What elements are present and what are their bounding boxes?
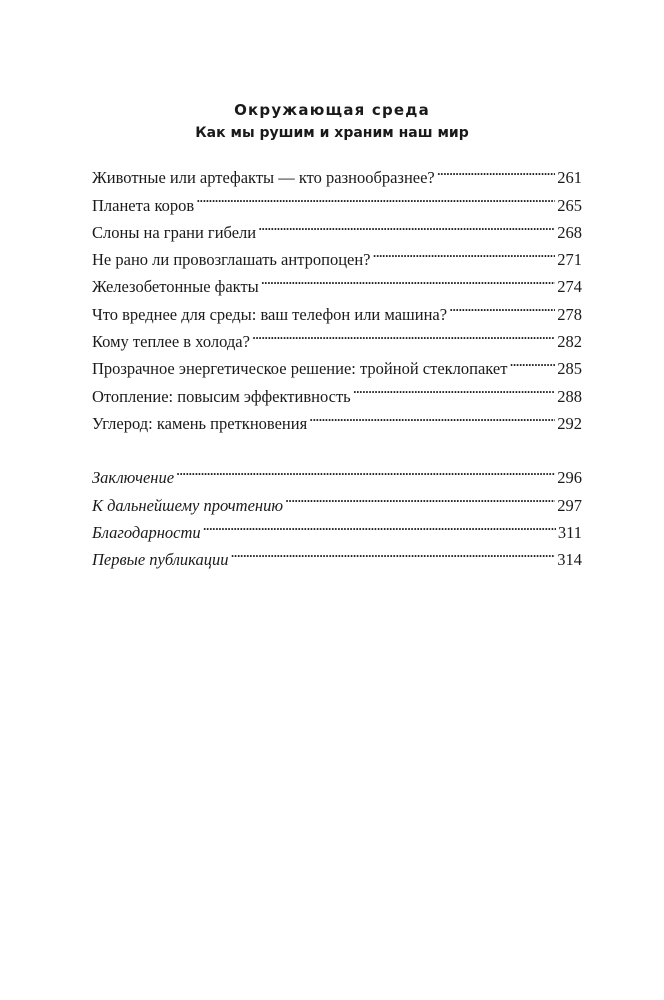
section-subtitle: Как мы рушим и храним наш мир [195, 125, 469, 141]
toc-entry-title: Заключение [92, 468, 175, 488]
leader-dots [176, 456, 555, 483]
leader-dots [196, 183, 555, 210]
leader-dots [353, 374, 556, 401]
toc-entry-title: Благодарности [92, 522, 201, 542]
leader-dots [509, 347, 555, 374]
leader-dots [285, 483, 555, 510]
toc-entry-title: Первые публикации [92, 550, 229, 570]
leader-dots [252, 320, 555, 347]
toc-entry[interactable] [92, 156, 582, 188]
toc-entry-page: 268 [557, 222, 582, 242]
toc-entry-page: 288 [557, 386, 582, 406]
leader-dots [231, 538, 556, 565]
toc-entry-title: Отопление: повысим эффективность [92, 386, 351, 406]
leader-dots [261, 265, 556, 292]
toc-entry-page: 285 [557, 359, 582, 379]
toc-entry-title: Не рано ли провозглашать антропоцен? [92, 250, 371, 270]
toc-entry-page: 292 [557, 413, 582, 433]
toc-backmatter-list [92, 456, 582, 570]
leader-dots [449, 292, 555, 319]
toc-entry-title: К дальнейшему прочтению [92, 495, 283, 515]
toc-entry-page: 311 [557, 522, 582, 542]
toc-entry-title: Кому теплее в холода? [92, 332, 250, 352]
toc-entry-title: Железобетонные факты [92, 277, 259, 297]
toc-entry-title: Планета коров [92, 195, 195, 215]
leader-dots [309, 402, 555, 429]
toc-entry-page: 282 [557, 332, 582, 352]
toc-entry[interactable] [92, 456, 582, 488]
toc-entry-title: Животные или артефакты — кто разнообразнее? [92, 168, 435, 188]
toc-entry-page: 314 [557, 550, 582, 570]
toc-entry-page: 265 [557, 195, 582, 215]
toc-entry-page: 271 [557, 250, 582, 270]
leader-dots [373, 238, 556, 265]
toc-entry-page: 274 [557, 277, 582, 297]
toc-entry-page: 297 [557, 495, 582, 515]
toc-entry-title: Слоны на грани гибели [92, 222, 257, 242]
toc-entry-page: 296 [557, 468, 582, 488]
leader-dots [437, 156, 556, 183]
leader-dots [258, 211, 555, 238]
toc-main-list [92, 156, 582, 433]
toc-entry-page: 278 [557, 304, 582, 324]
leader-dots [203, 511, 556, 538]
section-title: Окружающая среда [234, 101, 430, 119]
toc-entry-title: Углерод: камень преткновения [92, 413, 308, 433]
toc-entry-title: Прозрачное энергетическое решение: тройной стеклопакет [92, 359, 508, 379]
toc-entry-page: 261 [557, 168, 582, 188]
toc-entry-title: Что вреднее для среды: ваш телефон или машина? [92, 304, 448, 324]
